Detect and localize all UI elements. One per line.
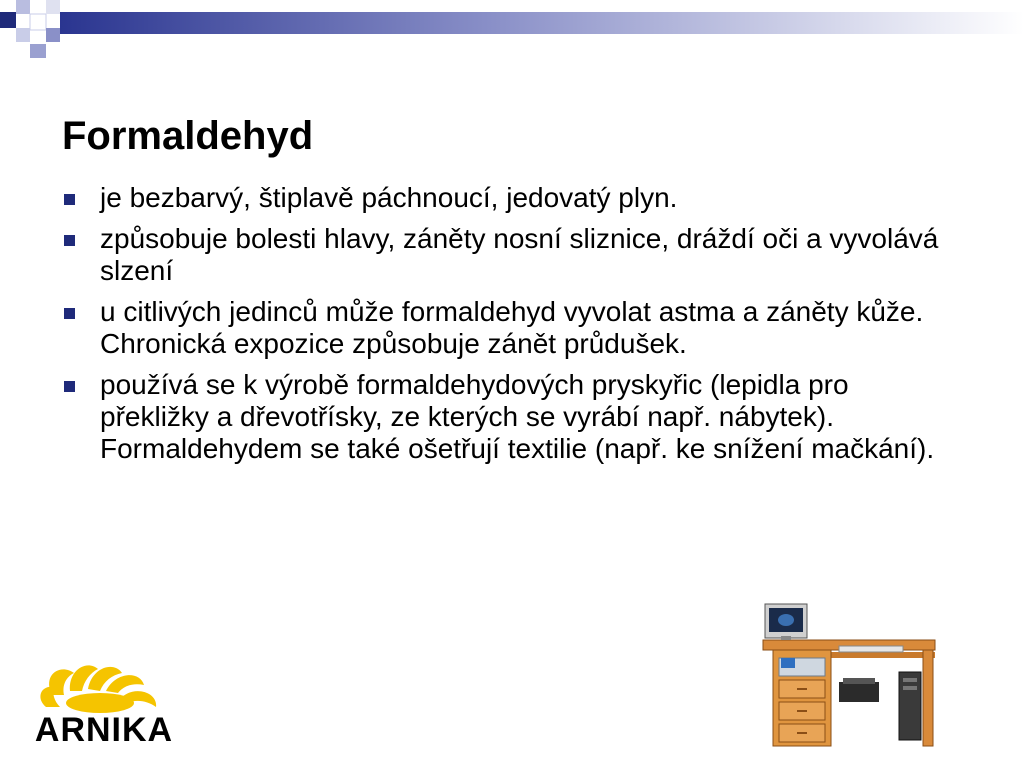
bullet-item xyxy=(62,369,962,465)
bullet-text: používá se k výrobě formaldehydových pryskyřic (lepidla pro překližky a dřevotřísky, ze kterých se vyrábí např. nábytek). Formaldehydem se také ošetřují textilie (např. ke snížení mačkání). xyxy=(100,369,935,464)
bullet-item xyxy=(62,223,962,287)
bullet-text: způsobuje bolesti hlavy, záněty nosní sliznice, dráždí oči a vyvolává slzení xyxy=(100,223,939,286)
header-decoration xyxy=(0,0,1024,60)
slide-title: Formaldehyd xyxy=(62,114,314,158)
square-bullet-icon xyxy=(64,308,75,319)
arnika-logo xyxy=(32,655,177,747)
square-bullet-icon xyxy=(64,381,75,392)
bullet-text: je bezbarvý, štiplavě páchnoucí, jedovatý plyn. xyxy=(100,182,678,213)
computer-desk-illustration xyxy=(755,600,945,750)
square-bullet-icon xyxy=(64,235,75,246)
bullet-list xyxy=(62,182,962,474)
logo-text: ARNIKA xyxy=(34,711,174,747)
bullet-text: u citlivých jedinců může formaldehyd vyvolat astma a záněty kůže. Chronická expozice způsobuje zánět průdušek. xyxy=(100,296,924,359)
bullet-item xyxy=(62,296,962,360)
square-bullet-icon xyxy=(64,194,75,205)
bullet-item xyxy=(62,182,962,214)
sun-flower-icon xyxy=(40,665,156,713)
